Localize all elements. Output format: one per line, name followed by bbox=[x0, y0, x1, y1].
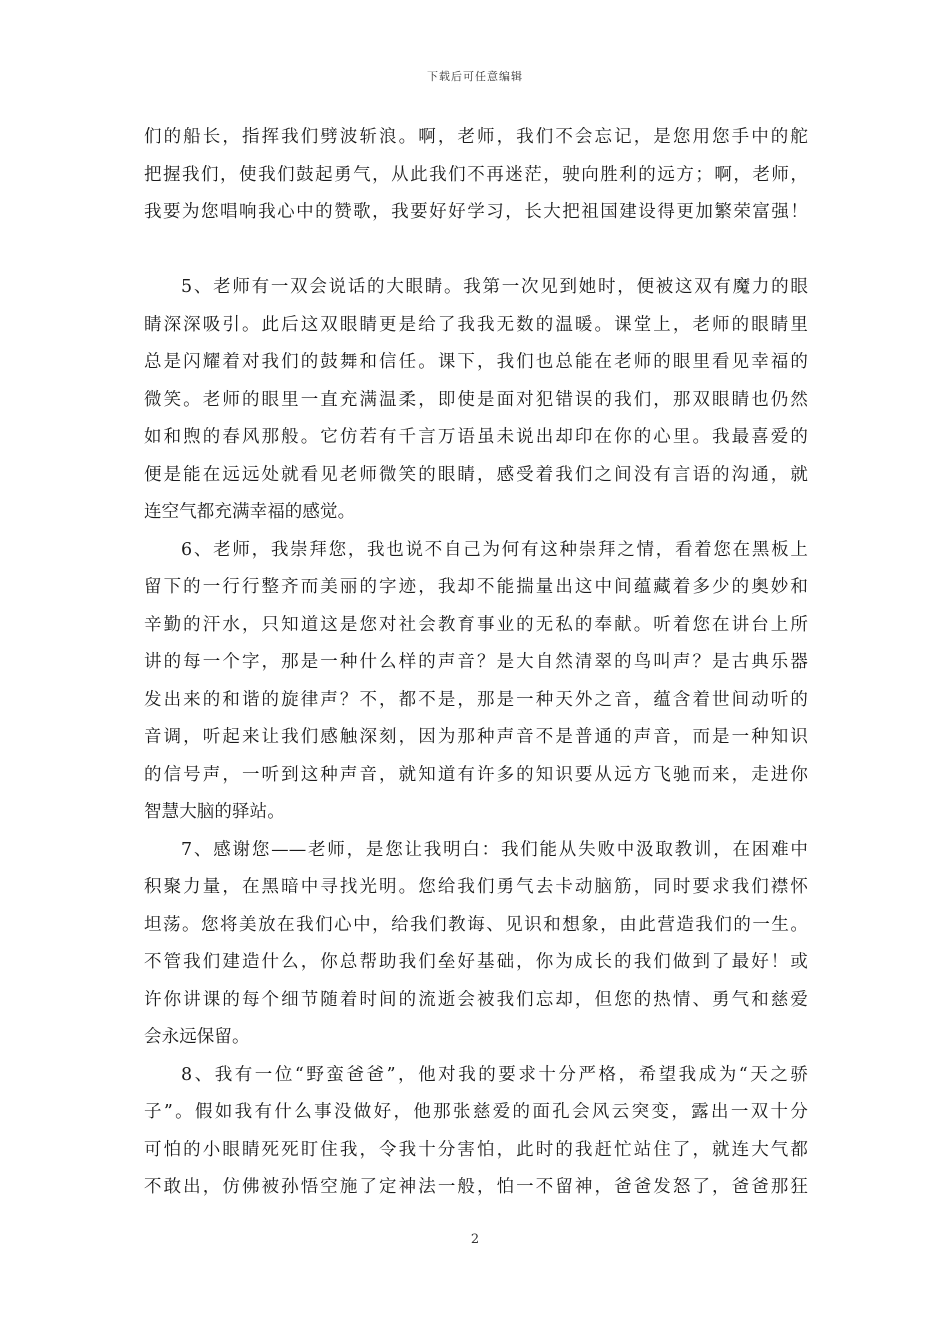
paragraph-5 bbox=[144, 269, 808, 532]
text-line: 我要为您唱响我心中的赞歌，我要好好学习，长大把祖国建设得更加繁荣富强！ bbox=[144, 202, 808, 222]
text-line: 会永远保留。 bbox=[144, 1027, 250, 1047]
text-line: 智慧大脑的驿站。 bbox=[144, 802, 285, 822]
text-line: 微笑。老师的眼里一直充满温柔，即使是面对犯错误的我们，那双眼睛也仍然 bbox=[144, 389, 808, 410]
text-line: 把握我们，使我们鼓起勇气，从此我们不再迷茫，驶向胜利的远方；啊，老师， bbox=[144, 164, 808, 185]
text-line: 7、感谢您——老师，是您让我明白：我们能从失败中汲取教训，在困难中 bbox=[181, 839, 808, 860]
paragraph-6 bbox=[144, 532, 808, 832]
text-line: 子”。假如我有什么事没做好，他那张慈爱的面孔会风云突变，露出一双十分 bbox=[144, 1102, 808, 1122]
text-line: 6、老师，我崇拜您，我也说不自己为何有这种崇拜之情，看着您在黑板上 bbox=[181, 539, 808, 560]
paragraph-8 bbox=[144, 1057, 808, 1207]
paragraph-spacer bbox=[144, 232, 808, 270]
text-line: 总是闪耀着对我们的鼓舞和信任。课下，我们也总能在老师的眼里看见幸福的 bbox=[144, 352, 808, 372]
text-line: 可怕的小眼睛死死盯住我，令我十分害怕，此时的我赶忙站住了，就连大气都 bbox=[144, 1139, 808, 1160]
text-line: 不敢出，仿佛被孙悟空施了定神法一般，怕一不留神，爸爸发怒了，爸爸那狂 bbox=[144, 1177, 808, 1197]
text-line: 8、我有一位“野蛮爸爸”，他对我的要求十分严格，希望我成为“天之骄 bbox=[181, 1064, 808, 1085]
text-line: 们的船长，指挥我们劈波斩浪。啊，老师，我们不会忘记，是您用您手中的舵 bbox=[144, 127, 808, 147]
text-line: 留下的一行行整齐而美丽的字迹，我却不能揣量出这中间蕴藏着多少的奥妙和 bbox=[144, 577, 808, 597]
page-number: 2 bbox=[470, 1232, 480, 1247]
text-line: 连空气都充满幸福的感觉。 bbox=[144, 502, 356, 522]
paragraph-7 bbox=[144, 832, 808, 1057]
text-line: 讲的每一个字，那是一种什么样的声音？是大自然清翠的鸟叫声？是古典乐器 bbox=[144, 652, 808, 672]
text-line: 5、老师有一双会说话的大眼睛。我第一次见到她时，便被这双有魔力的眼 bbox=[181, 277, 808, 297]
text-line: 的信号声，一听到这种声音，就知道有许多的知识要从远方飞驰而来，走进你 bbox=[144, 764, 808, 785]
text-line: 不管我们建造什么，你总帮助我们垒好基础，你为成长的我们做到了最好！或 bbox=[144, 952, 808, 972]
text-line: 发出来的和谐的旋律声？不，都不是，那是一种天外之音，蕴含着世间动听的 bbox=[144, 689, 808, 710]
text-line: 如和煦的春风那般。它仿若有千言万语虽未说出却印在你的心里。我最喜爱的 bbox=[144, 427, 808, 447]
text-line: 积聚力量，在黑暗中寻找光明。您给我们勇气去卡动脑筋，同时要求我们襟怀 bbox=[144, 877, 808, 897]
text-line: 许你讲课的每个细节随着时间的流逝会被我们忘却，但您的热情、勇气和慈爱 bbox=[144, 989, 808, 1010]
text-line: 睛深深吸引。此后这双眼睛更是给了我我无数的温暖。课堂上，老师的眼睛里 bbox=[144, 314, 808, 335]
text-line: 坦荡。您将美放在我们心中，给我们教诲、见识和想象，由此营造我们的一生。 bbox=[144, 914, 808, 935]
text-line: 音调，听起来让我们感触深刻，因为那种声音不是普通的声音，而是一种知识 bbox=[144, 727, 808, 747]
page-header: 下载后可任意编辑 bbox=[427, 70, 523, 83]
document-body bbox=[144, 119, 808, 1207]
text-line: 辛勤的汗水，只知道这是您对社会教育事业的无私的奉献。听着您在讲台上所 bbox=[144, 614, 808, 635]
paragraph-continued bbox=[144, 119, 808, 232]
text-line: 便是能在远远处就看见老师微笑的眼睛，感受着我们之间没有言语的沟通，就 bbox=[144, 464, 808, 485]
